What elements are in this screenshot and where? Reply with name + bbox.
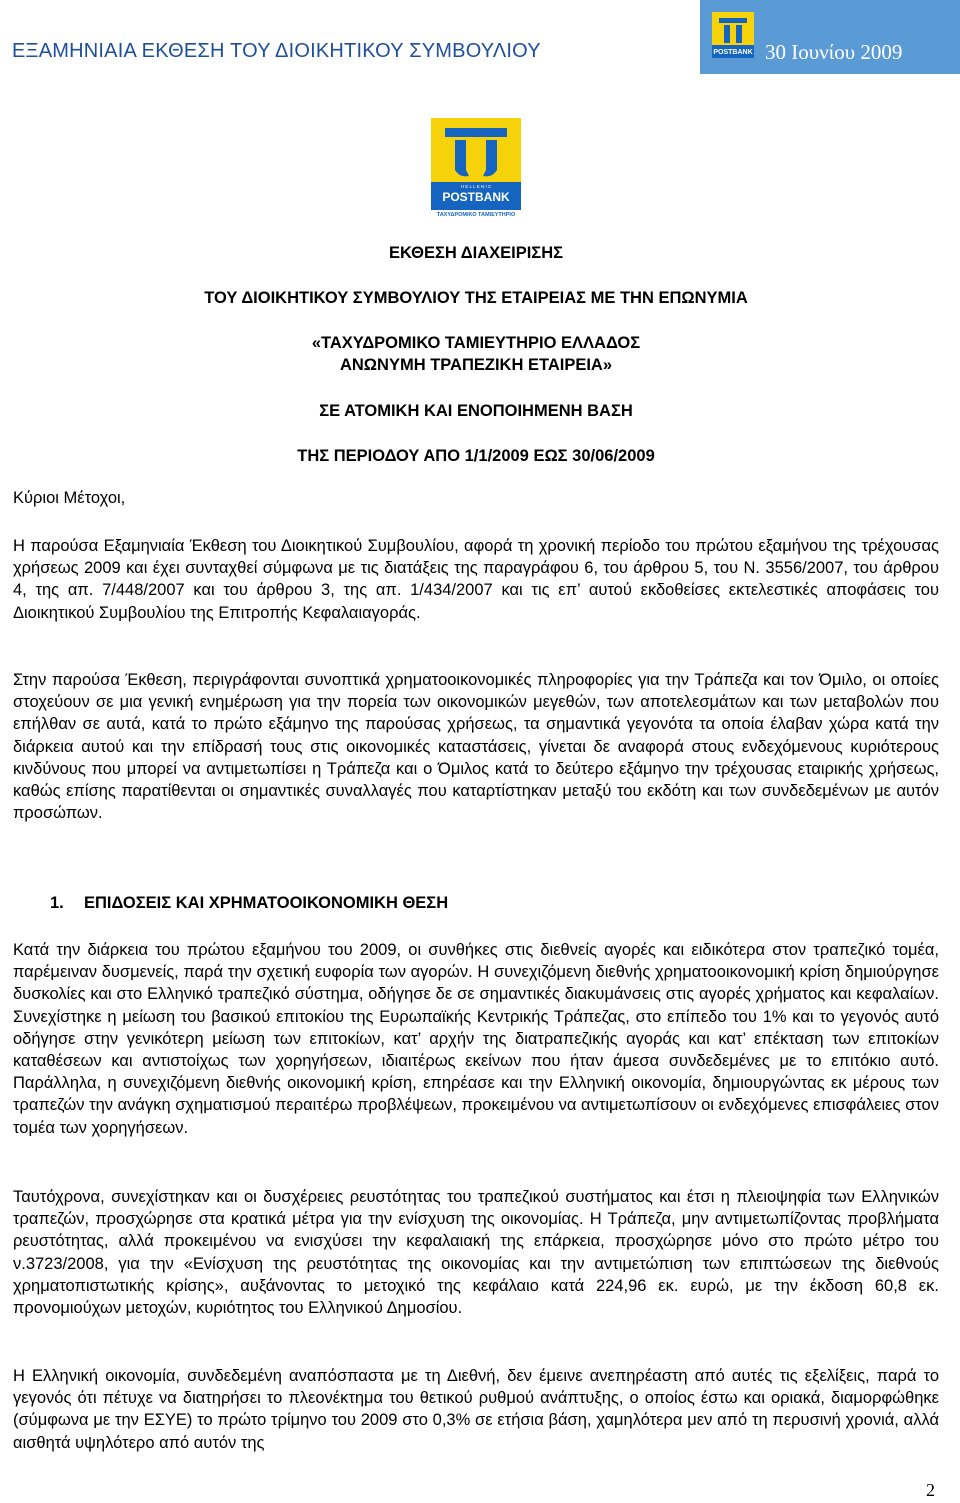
section-title: ΕΠΙΔΟΣΕΙΣ ΚΑΙ ΧΡΗΜΑΤΟΟΙΚΟΝΟΜΙΚΗ ΘΕΣΗ: [84, 894, 449, 912]
section-paragraph-1: Κατά την διάρκεια του πρώτου εξαμήνου του 2009, οι συνθήκες στις διεθνείς αγορές και ειδικότερα στον τραπεζικό τομέα, παρέμειναν δυσμενείς, παρά την σχετική ευφορία των αγορών. Η συνεχιζόμενη διεθνής χρηματοοικονομική κρίση δημιούργησε δυσκολίες και στο Ελληνικό τραπεζικό σύστημα, οδήγησε δε σε σημαντικές διακυμάνσεις στις αγορές χρήματος και κεφαλαίων. Συνεχίστηκε η μείωση του βασικού επιτοκίου της Ευρωπαϊκής Κεντρικής Τράπεζας, στο επίπεδο του 1% και το γεγονός αυτό οδήγησε στην γενικότερη μείωση των επιτοκίων, κατ’ αρχήν της διατραπεζικής αγοράς και κατ’ επέκταση των επιτοκίων καταθέσεων και αντιστοίχως των χορηγήσεων, ιδιαιτέρως εκείνων που ήταν άμεσα συνδεδεμένες με το επιτόκιο αυτό. Παράλληλα, η συνεχιζόμενη διεθνής οικονομική κρίση, επηρέασε και την Ελληνική οικονομία, δημιουργώντας εκ μέρους των τραπεζών την ανάγκη σχηματισμού περαιτέρω προβλέψεων, προκειμένου να αντιμετωπίσουν οι ενδεχόμενες επισφάλειες στον τομέα των χορηγήσεων.: [13, 941, 939, 1137]
report-basis: ΣΕ ΑΤΟΜΙΚΗ ΚΑΙ ΕΝΟΠΟΙΗΜΕΝΗ ΒΑΣΗ: [319, 402, 633, 420]
report-title: ΕΚΘΕΣΗ ΔΙΑΧΕΙΡΙΣΗΣ: [388, 244, 564, 262]
logo-brand: POSTBANK: [442, 190, 510, 204]
logo-prefix: H E L L E N I C: [460, 184, 492, 189]
page-header: [0, 0, 960, 74]
page-number: 2: [926, 1480, 935, 1500]
company-name-line-2: ΑΝΩΝΥΜΗ ΤΡΑΠΕΖΙΚΗ ΕΤΑΙΡΕΙΑ»: [339, 356, 613, 374]
report-subtitle: ΤΟΥ ΔΙΟΙΚΗΤΙΚΟΥ ΣΥΜΒΟΥΛΙΟΥ ΤΗΣ ΕΤΑΙΡΕΙΑΣ ΜΕ ΤΗΝ ΕΠΩΝΥΜΙΑ: [204, 289, 748, 307]
header-date: 30 Ιουνίου 2009: [765, 40, 903, 64]
section-number: 1.: [50, 894, 64, 912]
report-period: ΤΗΣ ΠΕΡΙΟΔΟΥ ΑΠΟ 1/1/2009 ΕΩΣ 30/06/2009: [297, 447, 655, 465]
small-logo-brand: POSTBANK: [713, 49, 753, 56]
postbank-small-logo-icon: [712, 12, 754, 58]
logo-tagline: ΤΑΧΥΔΡΟΜΙΚΟ ΤΑΜΙΕΥΤΗΡΙΟ: [436, 212, 516, 218]
section-heading: [50, 894, 448, 913]
greeting: Κύριοι Μέτοχοι,: [13, 489, 126, 507]
intro-paragraph-1: Η παρούσα Εξαμηνιαία Έκθεση του Διοικητικού Συμβουλίου, αφορά τη χρονική περίοδο του πρώτου εξαμήνου της τρέχουσας χρήσεως 2009 και έχει συνταχθεί σύμφωνα με τις διατάξεις της παραγράφου 6, του άρθρου 5, του Ν. 3556/2007, του άρθρου 4, της απ. 7/448/2007 και του άρθρου 3, της απ. 1/434/2007 και τις επ’ αυτού εκδοθείσες εκτελεστικές αποφάσεις του Διοικητικού Συμβουλίου της Επιτροπής Κεφαλαιαγοράς.: [13, 537, 939, 622]
section-paragraph-3: Η Ελληνική οικονομία, συνδεδεμένη αναπόσπαστα με τη Διεθνή, δεν έμεινε ανεπηρέαστη από αυτές τις εξελίξεις, παρά το γεγονός ότι πέτυχε να διατηρήσει το πλεονέκτημα του θετικού ρυθμού ανάπτυξης, ο οποίος έστω και οριακά, διαμορφώθηκε (σύμφωνα με την ΕΣΥΕ) το πρώτο τρίμηνο του 2009 στο 0,3% σε ετήσια βάση, χαμηλότερα μεν από τη περυσινή χρονιά, αλλά αισθητά υψηλότερο από αυτόν της: [13, 1367, 939, 1452]
company-name-line-1: «ΤΑΧΥΔΡΟΜΙΚΟ ΤΑΜΙΕΥΤΗΡΙΟ ΕΛΛΑΔΟΣ: [311, 334, 641, 352]
intro-paragraph-2: Στην παρούσα Έκθεση, περιγράφονται συνοπτικά χρηματοοικονομικές πληροφορίες για την Τράπεζα και τον Όμιλο, οι οποίες στοχεύουν σε μια γενική ενημέρωση για την πορεία των οικονομικών μεγεθών, των αποτελεσμάτων και των μεταβολών που επήλθαν σε αυτά, κατά το πρώτο εξάμηνο της παρούσας χρήσεως, τα σημαντικά γεγονότα τα οποία έλαβαν χώρα κατά την διάρκεια αυτού και την επίδρασή τους στις οικονομικές καταστάσεις, γίνεται δε αναφορά στους ενδεχόμενους κυριότερους κινδύνους που μπορεί να αντιμετωπίσει η Τράπεζα και ο Όμιλος κατά το δεύτερο εξάμηνο την τρέχουσας εταιρικής χρήσεως, καθώς επίσης παρατίθενται οι σημαντικές συναλλαγές που καταρτίστηκαν μεταξύ του εκδότη και των συνδεδεμένων με αυτόν προσώπων.: [13, 671, 939, 823]
section-paragraph-2: Ταυτόχρονα, συνεχίστηκαν και οι δυσχέρειες ρευστότητας του τραπεζικού συστήματος και έτσι η πλειοψηφία των Ελληνικών τραπεζών, προσχώρησε στα κρατικά μέτρα για την ενίσχυση της οικονομίας. Η Τράπεζα, μην αντιμετωπίζοντας προβλήματα ρευστότητας, αλλά προκειμένου να ενισχύσει την κεφαλαιακή της επάρκεια, προσχώρησε μόνο στο πρώτο μέτρο του ν.3723/2008, για την «Ενίσχυση της ρευστότητας της οικονομίας και την αντιμετώπιση των επιπτώσεων της διεθνούς χρηματοπιστωτικής κρίσης», αυξάνοντας το μετοχικό της κεφάλαιο κατά 224,96 εκ. ευρώ, με την έκδοση 60,8 εκ. προνομιούχων μετοχών, κυριότητος του Ελληνικού Δημοσίου.: [13, 1188, 939, 1318]
header-title: ΕΞΑΜΗΝΙΑΙΑ ΕΚΘΕΣΗ ΤΟΥ ΔΙΟΙΚΗΤΙΚΟΥ ΣΥΜΒΟΥΛΙΟΥ: [12, 40, 541, 62]
postbank-logo-icon: [431, 118, 521, 218]
